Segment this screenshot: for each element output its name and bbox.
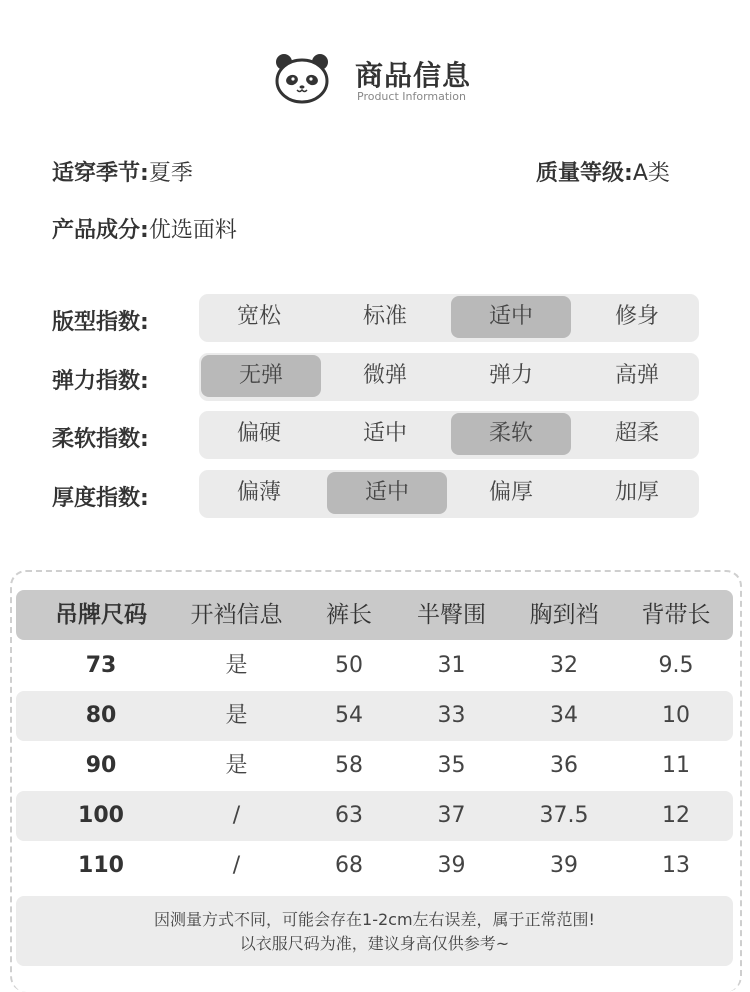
table-cell: 58 — [335, 753, 363, 778]
table-row — [16, 741, 733, 791]
header-cell-crotch: 开裆信息 — [190, 602, 283, 628]
attr-grade-key: 质量等级: — [536, 161, 633, 186]
size-table-header — [16, 590, 733, 640]
table-cell: 73 — [85, 653, 117, 678]
index-label-stretch: 弹力指数: — [52, 369, 149, 394]
index-option: 适中 — [362, 421, 407, 446]
index-option: 超柔 — [614, 421, 659, 446]
attr-material-key: 产品成分: — [52, 218, 149, 243]
attr-season — [52, 156, 193, 187]
index-option: 高弹 — [614, 363, 659, 388]
table-cell: 63 — [335, 803, 363, 828]
attr-material — [52, 213, 237, 244]
header-cell-chest-crotch: 胸到裆 — [529, 602, 599, 628]
index-option: 修身 — [614, 304, 659, 329]
header-cell-size: 吊牌尺码 — [55, 602, 147, 628]
table-cell: 90 — [85, 753, 117, 778]
table-row — [16, 641, 733, 691]
table-cell: 34 — [550, 703, 578, 728]
index-option: 弹力 — [488, 363, 533, 388]
index-option: 偏厚 — [488, 480, 533, 505]
index-bar-softness — [199, 411, 699, 459]
measurement-note — [16, 896, 733, 966]
header-cell-length: 裤长 — [326, 602, 372, 628]
table-cell: 37.5 — [539, 803, 589, 828]
index-option: 适中 — [327, 472, 447, 514]
index-option: 适中 — [451, 296, 571, 338]
index-option: 偏薄 — [236, 480, 281, 505]
table-cell: 39 — [437, 853, 466, 878]
attr-material-value: 优选面料 — [148, 218, 237, 243]
attr-grade — [536, 156, 670, 187]
index-option: 柔软 — [451, 413, 571, 455]
table-cell: 32 — [550, 653, 578, 678]
table-cell: 是 — [225, 703, 248, 728]
table-cell: 13 — [662, 853, 690, 878]
table-cell: 50 — [335, 653, 363, 678]
table-cell: 9.5 — [658, 653, 694, 678]
index-label-thickness: 厚度指数: — [52, 486, 149, 511]
index-bar-stretch — [199, 353, 699, 401]
attr-season-key: 适穿季节: — [52, 161, 149, 186]
index-option: 标准 — [362, 304, 407, 329]
header — [0, 52, 750, 108]
table-cell: / — [232, 803, 241, 828]
index-option: 微弹 — [362, 363, 407, 388]
table-cell: 35 — [437, 753, 466, 778]
page-title: 商品信息 — [355, 59, 472, 92]
table-cell: 是 — [225, 653, 248, 678]
table-cell: 33 — [437, 703, 466, 728]
panda-icon — [274, 52, 330, 104]
table-cell: 31 — [437, 653, 466, 678]
index-bar-thickness — [199, 470, 699, 518]
table-cell: 12 — [662, 803, 690, 828]
note-line-2: 以衣服尺码为准，建议身高仅供参考~ — [239, 934, 510, 953]
index-bar-fit — [199, 294, 699, 342]
index-option: 无弹 — [201, 355, 321, 397]
table-cell: 68 — [335, 853, 363, 878]
table-cell: / — [232, 853, 241, 878]
table-row — [16, 791, 733, 841]
table-row — [16, 691, 733, 741]
table-cell: 39 — [550, 853, 578, 878]
header-cell-hip: 半臀围 — [417, 602, 486, 628]
table-cell: 100 — [78, 803, 124, 828]
index-option: 加厚 — [614, 480, 659, 505]
table-cell: 是 — [225, 753, 248, 778]
attr-grade-value: A类 — [632, 161, 670, 186]
header-cell-strap: 背带长 — [641, 602, 711, 628]
table-cell: 80 — [85, 703, 117, 728]
index-label-softness: 柔软指数: — [52, 427, 149, 452]
table-cell: 11 — [662, 753, 690, 778]
index-label-fit: 版型指数: — [52, 310, 149, 335]
attr-season-value: 夏季 — [148, 161, 193, 186]
note-line-1: 因测量方式不同，可能会存在1-2cm左右误差，属于正常范围! — [154, 910, 595, 929]
table-cell: 54 — [335, 703, 363, 728]
index-option: 宽松 — [236, 304, 281, 329]
table-cell: 110 — [78, 853, 124, 878]
table-cell: 36 — [550, 753, 578, 778]
table-row — [16, 841, 733, 891]
table-cell: 37 — [437, 803, 466, 828]
index-option: 偏硬 — [236, 421, 281, 446]
page-subtitle: Product Information — [357, 90, 466, 103]
table-cell: 10 — [662, 703, 690, 728]
